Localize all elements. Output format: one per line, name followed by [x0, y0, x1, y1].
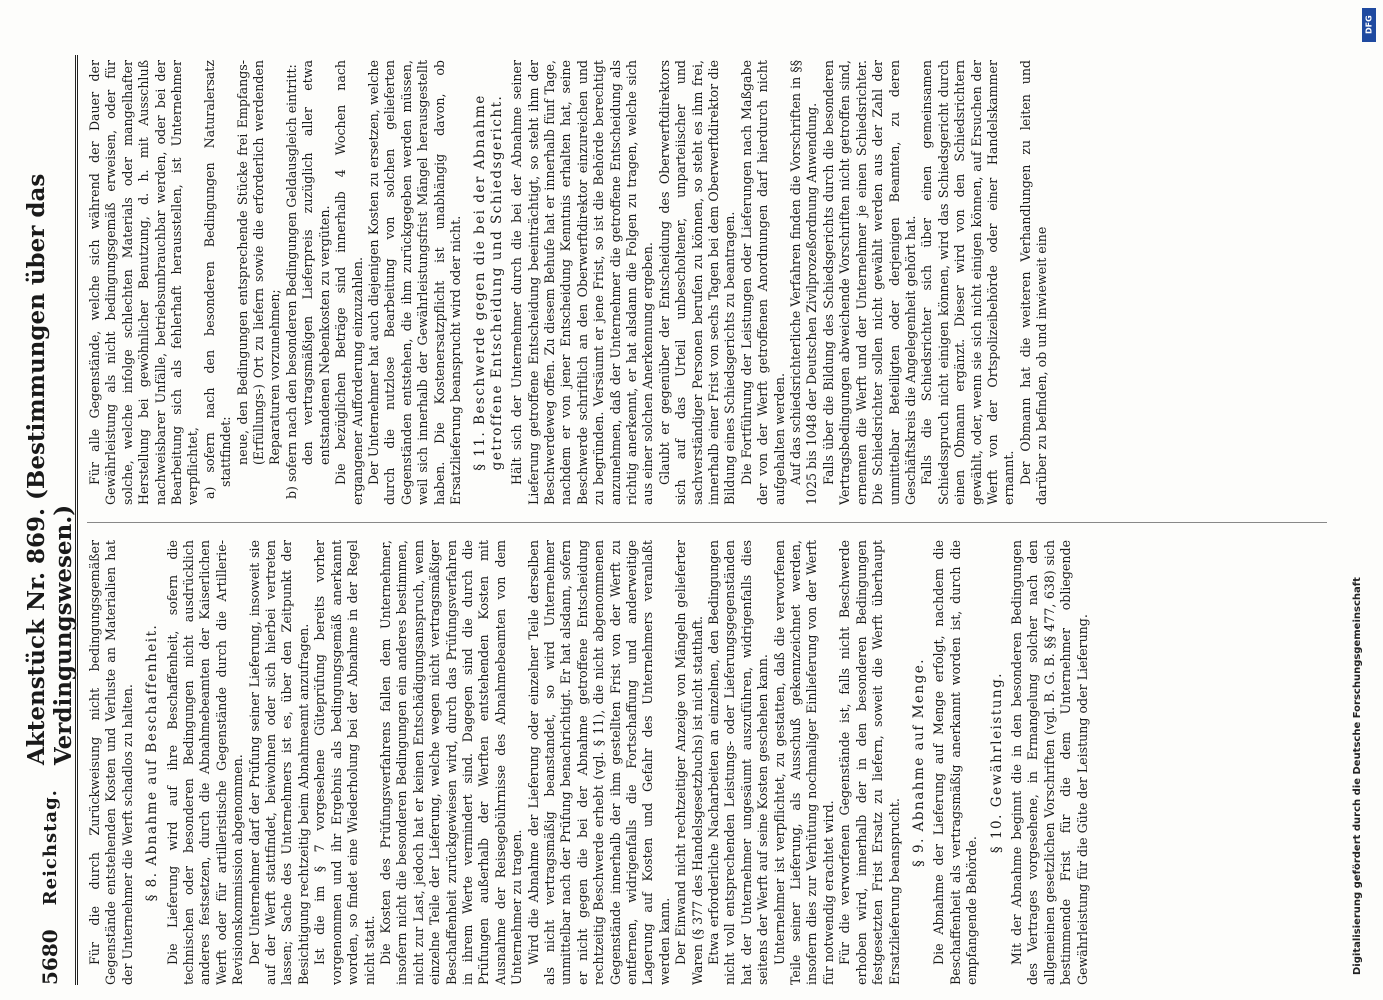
list-item: a) sofern nach den besonderen Bedingungen Naturalersatz stattfindet: [201, 60, 234, 499]
paragraph: Der Einwand nicht rechtzeitiger Anzeige von Mängeln gelieferter Waren (§ 377 des Handelsgesetzbuchs) ist nicht statthaft. [673, 540, 705, 985]
list-item: neue, den Bedingungen entsprechende Stücke frei Empfangs- (Erfüllungs-) Ort zu liefern sowie die erforderlich werdenden Reparaturen vorzunehmen; [234, 60, 283, 465]
section-heading: § 8. Abnahme auf Beschaffenheit. [144, 623, 161, 902]
paragraph: Etwa erforderliche Nacharbeiten an einzelnen, den Bedingungen nicht voll entsprechenden Leistungs- oder Lieferungsgegenständen hat der Unternehmer ungesäumt auszuführen, widrigenfalls dies seitens der Werft auf seine Kosten geschehen kann. [706, 540, 771, 985]
paragraph: Für die durch Zurückweisung nicht bedingungsgemäßer Gegenstände entstehenden Kosten und Verluste an Materialien hat der Unternehmer die Werft schadlos zu halten. [87, 540, 135, 985]
paragraph: Mit der Abnahme beginnt die in den besonderen Bedingungen des Vertrages vorgesehene, in Ermangelung solcher nach den allgemeinen gesetzlichen Vorschriften (vgl. B. G. B. §§ 477, 638) sich bestimmende Frist für die dem Unternehmer obliegende Gewährleistung für die Güte der Leistung oder Lieferung. [1008, 540, 1090, 985]
paragraph: Auf das schiedsrichterliche Verfahren finden die Vorschriften in §§ 1025 bis 1048 der Deutschen Zivilprozeßordnung Anwendung. [788, 60, 820, 505]
paragraph: Hält sich der Unternehmer durch die bei der Abnahme seiner Lieferung getroffene Entscheidung beeinträchtigt, so steht ihm der Beschwerdeweg offen. Zu diesem Behufe hat er innerhalb fünf Tage, nachdem er von jener Entscheidung Kenntnis erhalten hat, seine Beschwerde schriftlich an den Oberwerftdirektor einzureichen und zu begründen. Versäumt er jene Frist, so ist die Behörde berechtigt anzunehmen, daß der Unternehmer die getroffene Entscheidung als richtig anerkennt, er hat alsdann die Folgen zu tragen, welche sich aus einer solchen Anerkennung ergeben. [509, 60, 656, 505]
paragraph: Falls die Schiedsrichter sich über einen gemeinsamen Schiedsspruch nicht einigen können, wird das Schiedsgericht durch einen Obmann ergänzt. Dieser wird von den Schiedsrichtern gewählt, oder, wenn sie sich nicht einigen können, auf Ersuchen der Werft von der Ortspolizeibehörde oder einer Handelskammer ernannt. [919, 60, 1017, 505]
column-divider [87, 522, 1327, 523]
paragraph: Der Unternehmer darf der Prüfung seiner Lieferung, insoweit sie auf der Werft stattfindet, beiwohnen oder sich hierbei vertreten lassen; Sache des Unternehmers ist es, über den Zeitpunkt der Besichtigung rechtzeitig beim Abnahmeamt anzufragen. [246, 540, 311, 985]
page-number: 5680 [38, 929, 62, 985]
paragraph: Die Abnahme der Lieferung auf Menge erfolgt, nachdem die Beschaffenheit als vertragsmäßig anerkannt worden ist, durch die empfangende Behörde. [931, 540, 980, 985]
paragraph: Für alle Gegenstände, welche sich während der Dauer der Gewährleistung als nicht bedingungsgemäß erweisen, oder für solche, welche infolge schlechten Materials oder mangelhafter Herstellung bei gewöhnlicher Benutzung, d. h. mit Ausschluß nachweisbarer Unfälle, betriebsunbrauchbar werden, oder bei der Bearbeitung sich als fehlerhaft herausstellen, ist Unternehmer verpflichtet, [87, 60, 201, 505]
dfg-logo: DFG [1362, 8, 1376, 42]
paragraph: Für die verworfenen Gegenstände ist, falls nicht Beschwerde erhoben wird, innerhalb der in den besonderen Bedingungen festgesetzten Frist Ersatz zu liefern, soweit die Werft überhaupt Ersatzlieferung beansprucht. [837, 540, 902, 985]
running-title: Reichstag. [39, 789, 61, 906]
section-heading: § 10. Gewährleistung. [988, 671, 1005, 854]
digitization-note: Digitalisierung gefördert durch die Deutsche Forschungsgemeinschaft [1352, 577, 1363, 975]
text-column-left [87, 540, 1327, 985]
paragraph: Ist die im § 7 vorgesehene Güteprüfung bereits vorher vorgenommen und ihr Ergebnis als bedingungsgemäß anerkannt worden, so findet eine Wiederholung bei der Abnahme in der Regel nicht statt. [312, 540, 377, 985]
paragraph: Glaubt er gegenüber der Entscheidung des Oberwerftdirektors sich auf das Urteil unbescholtener, unparteiischer und sachverständiger Personen berufen zu können, so steht es ihm frei, innerhalb einer Frist von sechs Tagen bei dem Oberwerftdirektor die Bildung eines Schiedsgerichts zu beantragen. [656, 60, 738, 505]
rotated-page-scan [25, 55, 1335, 985]
list-item: den vertragsmäßigen Lieferpreis zuzüglich aller etwa entstandenen Nebenkosten zu vergüten. [300, 60, 332, 465]
paragraph: Falls über die Bildung des Schiedsgerichts durch die besonderen Vertragsbedingungen abweichende Vorschriften nicht getroffen sind, ernennen die Werft und der Unternehmer je einen Schiedsrichter. Die Schiedsrichter sollen nicht gewählt werden aus der Zahl der unmittelbar Beteiligten oder derjenigen Beamten, zu deren Geschäftskreis die Angelegenheit gehört hat. [820, 60, 918, 505]
document-title: Aktenstück Nr. 869. (Bestimmungen über das Verdingungswesen.) [23, 173, 77, 766]
paragraph: Der Unternehmer hat auch diejenigen Kosten zu ersetzen, welche durch die nutzlose Bearbeitung von solchen gelieferten Gegenständen entstehen, die ihm zurückgegeben werden müssen, weil sich innerhalb der Gewährleistungsfrist Mängel herausgestellt haben. Die Kostenersatzpflicht ist unabhängig davon, ob Ersatzlieferung beansprucht wird oder nicht. [365, 60, 463, 505]
page-header [25, 55, 78, 985]
paragraph: Wird die Abnahme der Lieferung oder einzelner Teile derselben als nicht vertragsmäßig beanstandet, so wird Unternehmer unmittelbar nach der Prüfung benachrichtigt. Er hat alsdann, sofern er nicht gegen die bei der Abnahme getroffene Entscheidung rechtzeitig Beschwerde erhebt (vgl. § 11), die nicht abgenommenen Gegenstände innerhalb der ihm gestellten Frist von der Werft zu entfernen, widrigenfalls die Fortschaffung und anderweitige Lagerung auf Kosten und Gefahr des Unternehmers veranlaßt werden kann. [525, 540, 672, 985]
section-heading: § 9. Abnahme auf Menge. [910, 657, 927, 868]
section-heading: § 11. Beschwerde gegen die bei der Abnahme getroffene Entscheidung und Schiedsgericht. [472, 94, 505, 471]
text-column-right [87, 60, 1327, 505]
paragraph: Die Lieferung wird auf ihre Beschaffenheit, sofern die technischen oder besonderen Bedingungen nicht ausdrücklich anderes festsetzen, durch die Abnahmebeamten der Kaiserlichen Werft oder für artilleristische Gegenstände durch die Artillerie-Revisionskommission abgenommen. [164, 540, 246, 985]
list-item: b) sofern nach den besonderen Bedingungen Geldausgleich eintritt: [283, 64, 299, 499]
paragraph: Der Obmann hat die weiteren Verhandlungen zu leiten und darüber zu befinden, ob und inwieweit eine [1017, 60, 1050, 505]
paragraph: Die Fortführung der Leistungen oder Lieferungen nach Maßgabe der von der Werft getroffenen Anordnungen darf hierdurch nicht aufgehalten werden. [738, 60, 787, 505]
paragraph: Unternehmer ist verpflichtet, zu gestatten, daß die verworfenen Teile seiner Lieferung, als Ausschuß gekennzeichnet werden, insofern dies zur Verhütung nochmaliger Einlieferung von der Werft für notwendig erachtet wird. [771, 540, 836, 985]
paragraph: Die bezüglichen Beträge sind innerhalb 4 Wochen nach ergangener Aufforderung einzuzahlen. [333, 60, 365, 505]
paragraph: Die Kosten des Prüfungsverfahrens fallen dem Unternehmer, insofern nicht die besonderen Bedingungen ein anderes bestimmen, nicht zur Last, jedoch hat er keinen Entschädigungsanspruch, wenn einzelne Teile der Lieferung, welche wegen nicht vertragsmäßiger Beschaffenheit zurückgewiesen wird, durch das Prüfungsverfahren in ihrem Werte vermindert sind. Dagegen sind die durch die Prüfungen außerhalb der Werften entstehenden Kosten mit Ausnahme der Reisegebührnisse des Abnahmebeamten von dem Unternehmer zu tragen. [377, 540, 525, 985]
